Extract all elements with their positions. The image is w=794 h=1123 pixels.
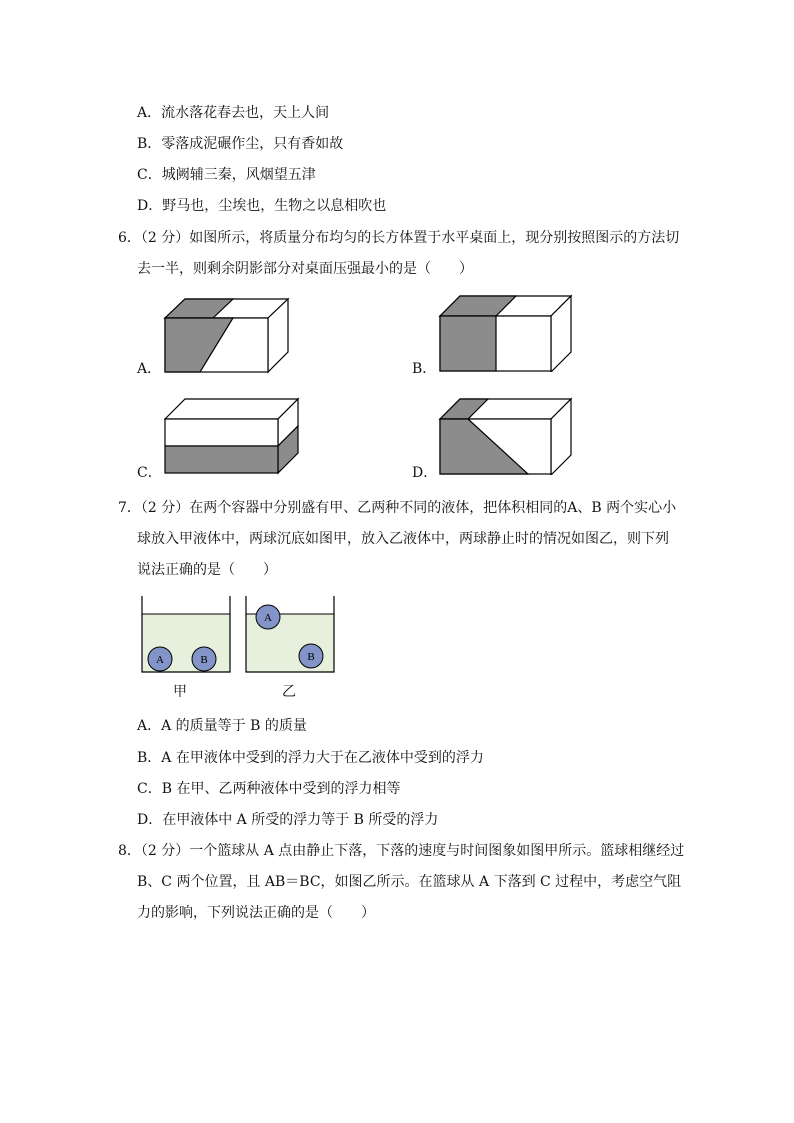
q6-label-b: B． <box>412 361 437 377</box>
q6-figure-b <box>436 292 576 372</box>
q7-caption-jia: 甲 <box>173 684 187 700</box>
shaded-front-face <box>440 316 496 371</box>
q6-figure-d <box>436 395 576 475</box>
q8-stem-line2: B、C 两个位置，且 AB＝BC，如图乙所示。在篮球从 A 下落到 C 过程中，考虑空气阻 <box>137 874 682 890</box>
q6-figure-c <box>160 395 302 475</box>
ball-b-label: B <box>307 651 315 663</box>
q6-label-a: A． <box>137 361 162 377</box>
shaded-front-face <box>165 446 278 473</box>
q7-option-c: C．B 在甲、乙两种液体中受到的浮力相等 <box>137 781 401 797</box>
q6-figure-a <box>160 296 295 376</box>
q7-stem-line1: 7．（2 分）在两个容器中分别盛有甲、乙两种不同的液体，把体积相同的A、B 两个实心小 <box>118 500 677 516</box>
q7-option-d: D．在甲液体中 A 所受的浮力等于 B 所受的浮力 <box>137 812 439 828</box>
q8-stem-line3: 力的影响，下列说法正确的是（ ） <box>137 905 375 921</box>
q6-label-d: D． <box>412 465 438 481</box>
cuboid-top-face <box>165 399 298 419</box>
cuboid-front-upper <box>165 419 278 446</box>
q6-stem-line2: 去一半，则剩余阴影部分对桌面压强最小的是（ ） <box>137 261 473 277</box>
q5-option-a: A．流水落花春去也，天上人间 <box>137 105 330 121</box>
q7-option-b: B．A 在甲液体中受到的浮力大于在乙液体中受到的浮力 <box>137 750 484 766</box>
q8-stem-line1: 8．（2 分）一个篮球从 A 点由静止下落，下落的速度与时间图象如图甲所示。篮球相继经过 <box>118 843 685 859</box>
q5-option-c: C．城阙辅三秦，风烟望五津 <box>137 167 316 183</box>
q7-container-jia <box>140 596 232 676</box>
ball-a-label: A <box>264 612 272 624</box>
q6-stem-line1: 6．（2 分）如图所示，将质量分布均匀的长方体置于水平桌面上，现分别按照图示的方法切 <box>118 230 680 246</box>
q5-option-b: B．零落成泥碾作尘，只有香如故 <box>137 136 344 152</box>
q6-label-c: C． <box>137 465 162 481</box>
q7-stem-line2: 球放入甲液体中，两球沉底如图甲，放入乙液体中，两球静止时的情况如图乙，则下列 <box>137 531 669 547</box>
q5-option-d: D．野马也，尘埃也，生物之以息相吹也 <box>137 198 387 214</box>
q7-caption-yi: 乙 <box>282 684 296 700</box>
q7-stem-line3: 说法正确的是（ ） <box>137 562 277 578</box>
ball-a-label: A <box>156 654 164 666</box>
ball-b-label: B <box>200 654 208 666</box>
q7-container-yi <box>244 596 336 676</box>
q7-option-a: A．A 的质量等于 B 的质量 <box>137 718 307 734</box>
